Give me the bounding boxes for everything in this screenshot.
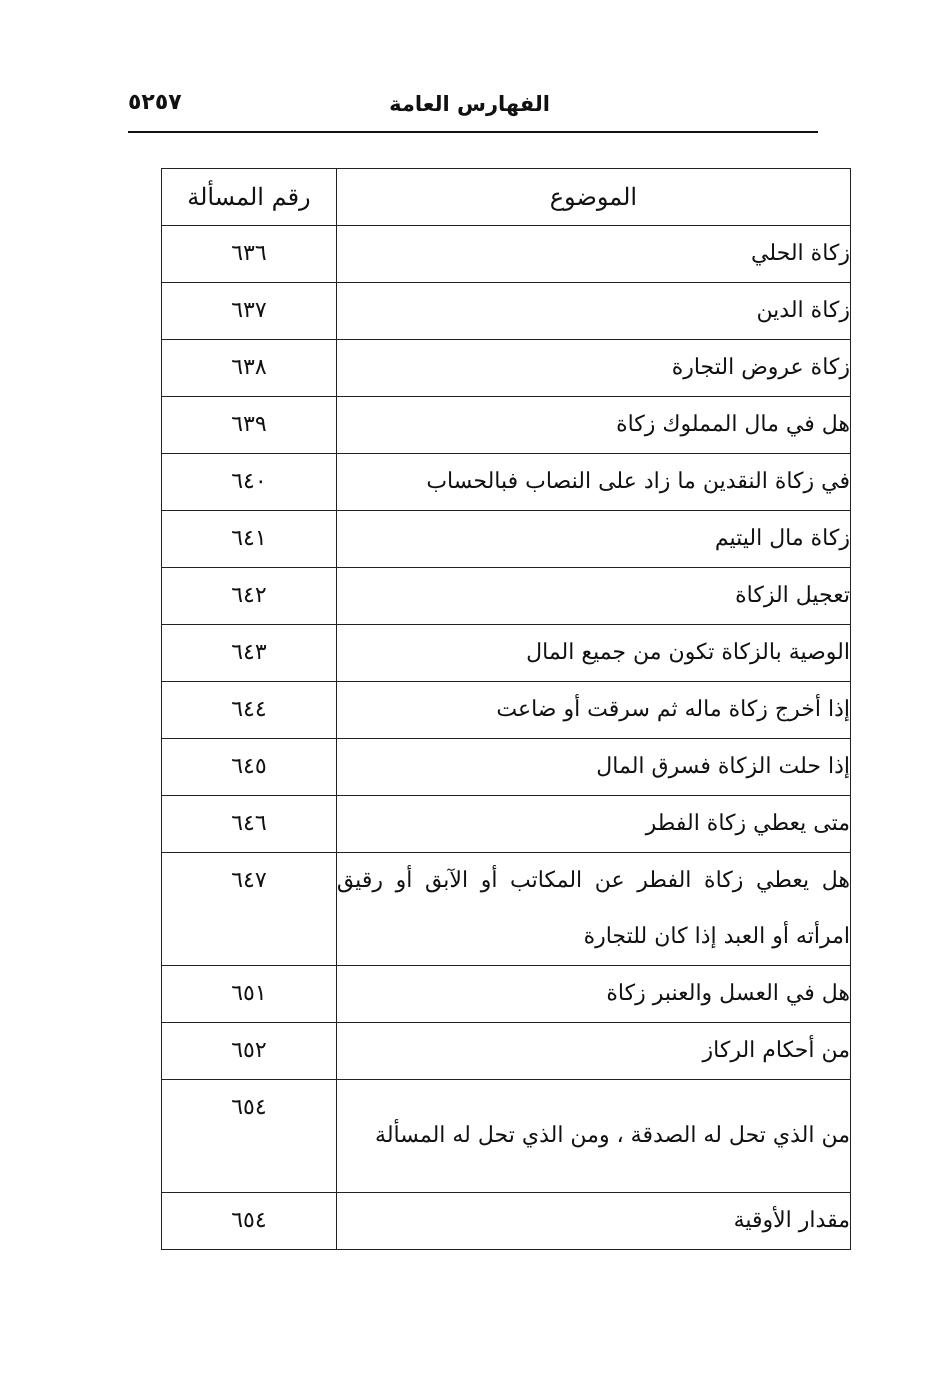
topic-cell: إذا حلت الزكاة فسرق المال [336, 739, 850, 796]
topic-cell: الوصية بالزكاة تكون من جميع المال [336, 625, 850, 682]
table-row [162, 796, 851, 853]
issue-number-cell: ٦٣٨ [162, 340, 337, 397]
issue-number-cell: ٦٥٤ [162, 1193, 337, 1250]
issue-number-cell: ٦٤٠ [162, 454, 337, 511]
issue-number-cell: ٦٤٢ [162, 568, 337, 625]
table-row [162, 625, 851, 682]
topic-cell: من الذي تحل له الصدقة ، ومن الذي تحل له المسألة [336, 1080, 850, 1193]
column-header-issue-number: رقم المسألة [162, 169, 337, 226]
header-rule [128, 131, 818, 133]
topic-cell: هل في العسل والعنبر زكاة [336, 966, 850, 1023]
table-row [162, 1193, 851, 1250]
topic-cell: هل يعطي زكاة الفطر عن المكاتب أو الآبق أو رقيق امرأته أو العبد إذا كان للتجارة [336, 853, 850, 966]
issue-number-cell: ٦٥٤ [162, 1080, 337, 1193]
topic-cell: في زكاة النقدين ما زاد على النصاب فبالحساب [336, 454, 850, 511]
topic-cell: زكاة الحلي [336, 226, 850, 283]
table-row [162, 226, 851, 283]
table-row [162, 397, 851, 454]
table-row [162, 511, 851, 568]
topic-cell: تعجيل الزكاة [336, 568, 850, 625]
table-row [162, 568, 851, 625]
topic-cell: زكاة مال اليتيم [336, 511, 850, 568]
issue-number-cell: ٦٤٦ [162, 796, 337, 853]
topic-cell: مقدار الأوقية [336, 1193, 850, 1250]
topic-cell: متى يعطي زكاة الفطر [336, 796, 850, 853]
table-row [162, 1080, 851, 1193]
topic-cell: إذا أخرج زكاة ماله ثم سرقت أو ضاعت [336, 682, 850, 739]
topic-cell: زكاة عروض التجارة [336, 340, 850, 397]
table-row [162, 682, 851, 739]
issue-number-cell: ٦٣٩ [162, 397, 337, 454]
table-row [162, 283, 851, 340]
page-header [128, 88, 818, 128]
topic-cell: هل في مال المملوك زكاة [336, 397, 850, 454]
table-row [162, 454, 851, 511]
issue-number-cell: ٦٥١ [162, 966, 337, 1023]
index-table [161, 168, 851, 1250]
table-row [162, 340, 851, 397]
issue-number-cell: ٦٣٦ [162, 226, 337, 283]
running-header-title: الفهارس العامة [389, 92, 550, 116]
table-row [162, 1023, 851, 1080]
issue-number-cell: ٦٤١ [162, 511, 337, 568]
issue-number-cell: ٦٥٢ [162, 1023, 337, 1080]
table-row [162, 966, 851, 1023]
table-row [162, 853, 851, 966]
issue-number-cell: ٦٤٥ [162, 739, 337, 796]
table-header-row [162, 169, 851, 226]
page-number: ٥٢٥٧ [128, 90, 182, 115]
topic-cell: زكاة الدين [336, 283, 850, 340]
issue-number-cell: ٦٣٧ [162, 283, 337, 340]
issue-number-cell: ٦٤٤ [162, 682, 337, 739]
issue-number-cell: ٦٤٧ [162, 853, 337, 966]
topic-cell: من أحكام الركاز [336, 1023, 850, 1080]
issue-number-cell: ٦٤٣ [162, 625, 337, 682]
table-row [162, 739, 851, 796]
column-header-topic: الموضوع [336, 169, 850, 226]
